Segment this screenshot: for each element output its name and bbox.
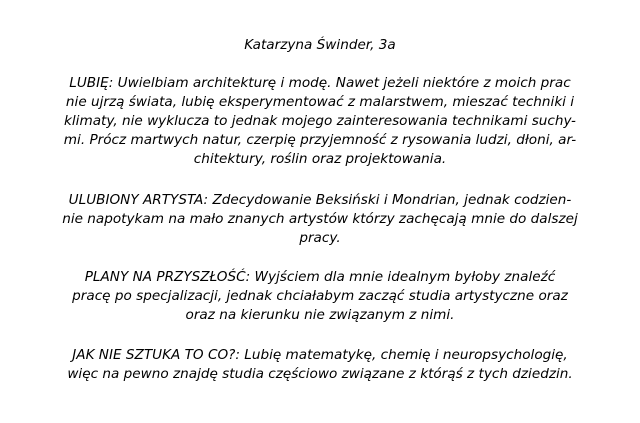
section-plany-line: PLANY NA PRZYSZŁOŚĆ: Wyjściem dla mnie idealnym byłoby znaleźć [84,269,556,285]
author-line: Katarzyna Świnder, 3a [244,37,396,53]
section-plany-line: pracę po specjalizacji, jednak chciałabym zacząć studia artystyczne oraz [72,288,568,304]
section-jak-nie-sztuka-line: więc na pewno znajdę studia częściowo związane z którąś z tych dziedzin. [67,366,573,382]
section-lubie-line: chitektury, roślin oraz projektowania. [193,151,447,167]
section-lubie-line: klimaty, nie wyklucza to jednak mojego zainteresowania technikami suchy- [64,113,576,129]
section-ulubiony-artysta-line: ULUBIONY ARTYSTA: Zdecydowanie Beksiński i Mondrian, jednak codzien- [68,192,572,208]
section-ulubiony-artysta-line: nie napotykam na mało znanych artystów którzy zachęcają mnie do dalszej [62,211,578,227]
section-ulubiony-artysta-line: pracy. [299,230,341,246]
section-lubie-line: mi. Prócz martwych natur, czerpię przyjemność z rysowania ludzi, dłoni, ar- [63,132,577,148]
section-lubie-line: nie ujrzą świata, lubię eksperymentować z malarstwem, mieszać techniki i [65,94,575,110]
section-lubie-line: LUBIĘ: Uwielbiam architekturę i modę. Nawet jeżeli niektóre z moich prac [69,75,571,91]
section-plany-line: oraz na kierunku nie związanym z nimi. [185,307,455,323]
section-jak-nie-sztuka-line: JAK NIE SZTUKA TO CO?: Lubię matematykę, chemię i neuropsychologię, [72,347,568,363]
